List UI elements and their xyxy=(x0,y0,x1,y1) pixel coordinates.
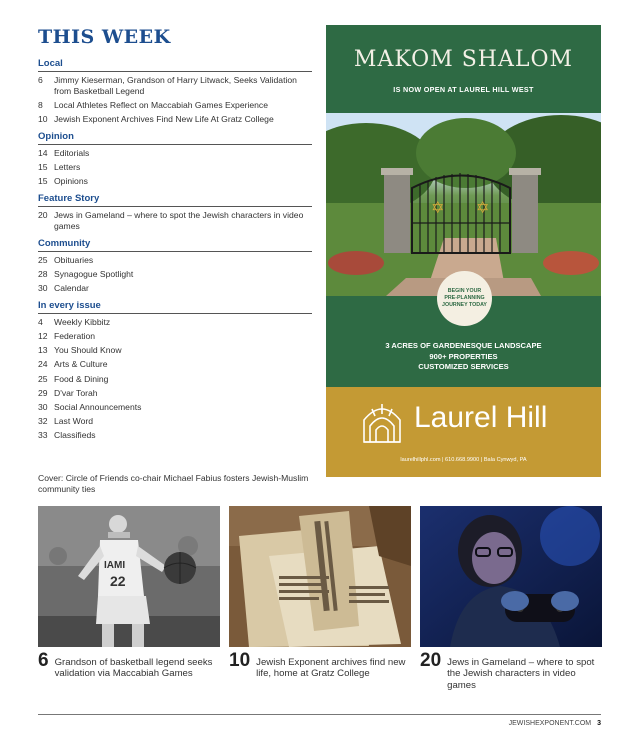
toc-header-community[interactable]: Community xyxy=(38,238,312,252)
cemetery-gate-photo xyxy=(326,113,601,296)
toc-page-number: 30 xyxy=(38,283,48,294)
ad-feature: 900+ PROPERTIES xyxy=(429,351,498,361)
toc-item[interactable] xyxy=(38,402,312,413)
laurel-hill-advertisement[interactable] xyxy=(326,25,601,477)
toc-section-feature-story xyxy=(38,193,312,232)
cover-note: Cover: Circle of Friends co-chair Michael Fabius fosters Jewish-Muslim community ties xyxy=(38,473,309,494)
caption-page-number: 20 xyxy=(420,650,442,671)
toc-item-title: Synagogue Spotlight xyxy=(54,268,134,279)
toc-section-local xyxy=(38,58,312,125)
svg-text:22: 22 xyxy=(110,573,126,589)
toc-item[interactable] xyxy=(38,283,312,294)
archives-photo-illustration xyxy=(229,506,411,647)
toc-page-number: 24 xyxy=(38,359,48,370)
svg-text:IAMI: IAMI xyxy=(104,560,126,571)
ad-subtitle: IS NOW OPEN AT LAUREL HILL WEST xyxy=(393,85,534,94)
photo-caption xyxy=(420,651,602,691)
toc-page-number: 30 xyxy=(38,402,48,413)
toc-item-title: D'var Torah xyxy=(54,387,98,398)
toc-item[interactable] xyxy=(38,388,312,399)
toc-item[interactable] xyxy=(38,359,312,370)
ad-logo-text: Laurel Hill xyxy=(414,401,548,434)
toc-page-number: 15 xyxy=(38,176,48,187)
toc-page-number: 29 xyxy=(38,387,48,398)
footer-divider xyxy=(38,714,601,715)
toc-item[interactable] xyxy=(38,317,312,328)
toc-item[interactable] xyxy=(38,100,312,111)
toc-page-number: 33 xyxy=(38,430,48,441)
caption-text: Grandson of basketball legend seeks validation via Maccabiah Games xyxy=(54,657,213,680)
caption-text: Jews in Gameland – where to spot the Jewish characters in video games xyxy=(447,657,595,691)
toc-item-title: Local Athletes Reflect on Maccabiah Games Experience xyxy=(54,99,269,110)
caption-page-number: 6 xyxy=(38,650,49,671)
toc-item-title: Federation xyxy=(54,331,96,342)
toc-item[interactable] xyxy=(38,162,312,173)
toc-header-in-every-issue[interactable]: In every issue xyxy=(38,300,312,314)
toc-header-feature-story[interactable]: Feature Story xyxy=(38,193,312,207)
toc-item-title: Opinions xyxy=(54,176,88,187)
toc-item-title: Jews in Gameland – where to spot the Jewish characters in video games xyxy=(54,210,304,231)
gamer-photo[interactable] xyxy=(420,506,602,647)
toc-item[interactable] xyxy=(38,210,312,232)
ad-feature: 3 ACRES OF GARDENESQUE LANDSCAPE xyxy=(385,341,542,350)
ad-brand-title: MAKOM SHALOM xyxy=(353,47,574,72)
toc-item-title: Calendar xyxy=(54,283,89,294)
toc-page-number: 25 xyxy=(38,373,48,384)
svg-text:✡: ✡ xyxy=(431,200,445,217)
toc-item[interactable] xyxy=(38,345,312,356)
toc-item[interactable] xyxy=(38,269,312,280)
toc-item[interactable] xyxy=(38,430,312,441)
photo-caption xyxy=(229,651,411,680)
toc-page-number: 12 xyxy=(38,331,48,342)
archives-photo[interactable] xyxy=(229,506,411,647)
toc-header-opinion[interactable]: Opinion xyxy=(38,131,312,145)
toc-item-title: You Should Know xyxy=(54,345,122,356)
gamer-photo-illustration xyxy=(420,506,602,647)
ad-contact-line[interactable]: laurelhillphl.com | 610.668.9900 | Bala Cynwyd, PA xyxy=(400,457,527,463)
photo-caption xyxy=(38,651,220,680)
toc-page-number: 28 xyxy=(38,268,48,279)
toc-page-number: 32 xyxy=(38,416,48,427)
ad-feature: CUSTOMIZED SERVICES xyxy=(418,362,509,371)
toc-section-opinion xyxy=(38,131,312,187)
basketball-photo-illustration xyxy=(38,506,220,647)
toc-page-number: 14 xyxy=(38,147,48,158)
toc-item[interactable] xyxy=(38,374,312,385)
svg-text:✡: ✡ xyxy=(476,200,490,217)
toc-item[interactable] xyxy=(38,416,312,427)
toc-page-number: 4 xyxy=(38,316,43,327)
page-title: THIS WEEK xyxy=(38,26,171,48)
toc-item[interactable] xyxy=(38,331,312,342)
footer-site[interactable]: JEWISHEXPONENT.COM xyxy=(508,720,592,727)
toc-item-title: Jimmy Kieserman, Grandson of Harry Litwack, Seeks Validation from Basketball Legend xyxy=(54,75,297,96)
toc-item-title: Food & Dining xyxy=(54,373,109,384)
caption-page-number: 10 xyxy=(229,650,251,671)
toc-item[interactable] xyxy=(38,176,312,187)
toc-item-title: Arts & Culture xyxy=(54,359,108,370)
toc-section-in-every-issue xyxy=(38,300,312,441)
toc-page-number: 10 xyxy=(38,114,48,125)
toc-item-title: Editorials xyxy=(54,147,90,158)
toc-item-title: Jewish Exponent Archives Find New Life At Gratz College xyxy=(54,114,274,125)
toc-section-community xyxy=(38,238,312,294)
toc-item-title: Classifieds xyxy=(54,430,96,441)
toc-page-number: 6 xyxy=(38,75,43,85)
ad-green-panel xyxy=(326,25,601,387)
footer-page-number: 3 xyxy=(597,720,601,727)
caption-text: Jewish Exponent archives find new life, home at Gratz College xyxy=(256,657,406,680)
gate-illustration xyxy=(326,113,601,296)
toc-item-title: Obituaries xyxy=(54,254,94,265)
toc-page-number: 13 xyxy=(38,345,48,356)
basketball-player-photo[interactable] xyxy=(38,506,220,647)
toc-item-title: Letters xyxy=(54,162,81,173)
toc-page-number: 20 xyxy=(38,210,48,221)
laurel-hill-logo-icon xyxy=(362,400,402,444)
toc-item[interactable] xyxy=(38,148,312,159)
page-footer xyxy=(509,720,601,727)
toc-header-local[interactable]: Local xyxy=(38,58,312,72)
toc-item[interactable] xyxy=(38,255,312,266)
toc-item-title: Weekly Kibbitz xyxy=(54,316,111,327)
toc-item-title: Last Word xyxy=(54,416,94,427)
ad-gold-panel xyxy=(326,387,601,477)
toc-page-number: 25 xyxy=(38,254,48,265)
ad-cta-badge[interactable]: BEGIN YOUR PRE-PLANNING JOURNEY TODAY xyxy=(437,271,492,326)
table-of-contents xyxy=(38,58,312,447)
toc-item[interactable] xyxy=(38,114,312,125)
toc-page-number: 15 xyxy=(38,162,48,173)
ad-features xyxy=(326,341,601,373)
toc-item-title: Social Announcements xyxy=(54,402,142,413)
toc-item[interactable] xyxy=(38,75,312,97)
toc-page-number: 8 xyxy=(38,99,43,110)
